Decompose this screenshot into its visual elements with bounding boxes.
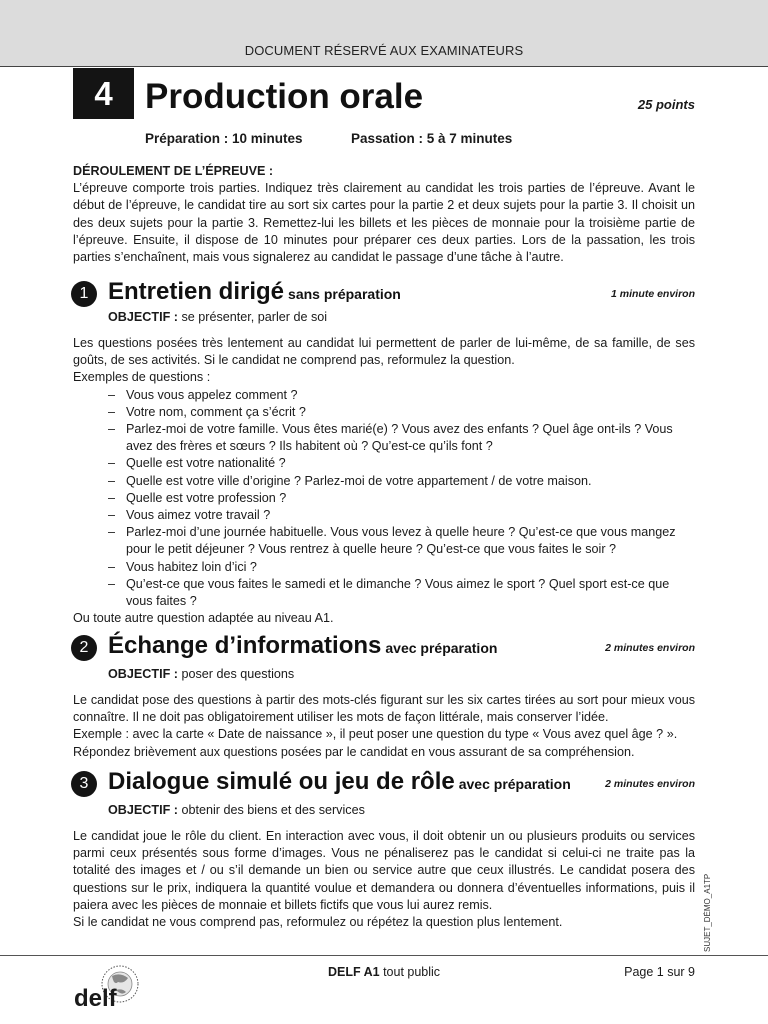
list-item: – Vous habitez loin d’ici ? xyxy=(73,559,695,576)
list-item: – Vous vous appelez comment ? xyxy=(73,387,695,404)
part-1-header xyxy=(71,278,695,308)
part-2-body xyxy=(73,692,695,761)
list-item: – Quelle est votre ville d’origine ? Parlez-moi de votre appartement / de votre maison. xyxy=(73,473,695,490)
page-number: Page 1 sur 9 xyxy=(624,965,695,979)
part-2-number-badge: 2 xyxy=(71,635,97,661)
list-item: – Votre nom, comment ça s’écrit ? xyxy=(73,404,695,421)
part-1-duration: 1 minute environ xyxy=(610,288,695,300)
objective-text: obtenir des biens et des services xyxy=(181,803,365,817)
objective-text: poser des questions xyxy=(181,667,295,681)
examples-list xyxy=(73,387,695,611)
part-2-duration: 2 minutes environ xyxy=(605,642,695,654)
part-1-outro: Ou toute autre question adaptée au niveau A1. xyxy=(73,611,334,626)
page-header xyxy=(0,0,768,67)
objective-label: OBJECTIF : xyxy=(108,667,178,681)
part-2-subtitle: avec préparation xyxy=(385,640,498,656)
section-points: 25 points xyxy=(637,97,695,112)
part-1-title: Entretien dirigé xyxy=(108,278,285,305)
list-item: – Qu’est-ce que vous faites le samedi et le dimanche ? Vous aimez le sport ? Quel sport est-ce que vous faites ? xyxy=(73,576,695,610)
part-1-intro: Les questions posées très lentement au candidat lui permettent de parler de lui-même, de sa famille, de ses goûts, de ses activités. Si le candidat ne comprend pas, reformulez la question. xyxy=(73,336,695,368)
list-item: – Quelle est votre nationalité ? xyxy=(73,455,695,472)
part-2-objective xyxy=(108,667,294,681)
part-1-subtitle: sans préparation xyxy=(288,286,401,302)
list-item: – Parlez-moi de votre famille. Vous êtes marié(e) ? Vous avez des enfants ? Quel âge ont-ils ? Vous avez des frères et sœurs ? Ils habitent où ? Qu’est-ce qu’ils font ? xyxy=(73,421,695,455)
header-reserved-label: DOCUMENT RÉSERVÉ AUX EXAMINATEURS xyxy=(244,43,524,58)
part-2-header xyxy=(71,632,695,662)
list-item: – Vous aimez votre travail ? xyxy=(73,507,695,524)
subject-code: SUJET_DÉMO_A1TP xyxy=(703,873,712,952)
footer-divider xyxy=(0,955,768,956)
part-1-number-badge: 1 xyxy=(71,281,97,307)
preparation-time: Préparation : 10 minutes xyxy=(145,131,303,146)
part-3-number-badge: 3 xyxy=(71,771,97,797)
part-2-example: Exemple : avec la carte « Date de naissance », il peut poser une question du type « Vous avez quel âge ? ». xyxy=(73,727,678,742)
part-1-title-group xyxy=(108,278,401,306)
objective-label: OBJECTIF : xyxy=(108,310,178,324)
part-2-paragraph: Le candidat pose des questions à partir des mots-clés figurant sur les six cartes tirées au sort pour mieux vous connaître. Il ne doit pas obligatoirement utiliser les mots de façon littérale, mais conserver l’idée. xyxy=(73,693,695,725)
section-number: 4 xyxy=(73,68,134,119)
part-3-subtitle: avec préparation xyxy=(458,776,571,792)
list-item: – Quelle est votre profession ? xyxy=(73,490,695,507)
part-3-title: Dialogue simulé ou jeu de rôle xyxy=(108,768,455,795)
deroulement-text: L’épreuve comporte trois parties. Indiquez très clairement au candidat les trois parties de l’épreuve. Avant le début de l’épreuve, le candidat tire au sort six cartes pour la partie 2 et deux sujets pour la partie 3. Il choisit un des deux sujets pour la partie 3. Remettez-lui les billets et les pièces de monnaie pour la troisième partie de l’épreuve. Ensuite, il dispose de 10 minutes pour préparer ces deux parties. Lors de la passation, les trois parties s’enchaînent, mais vous signalerez au candidat le passage d’une tâche à l’autre. xyxy=(73,181,695,265)
deroulement-block xyxy=(73,163,695,266)
part-3-objective xyxy=(108,803,365,817)
part-1-body xyxy=(73,335,695,627)
part-3-title-group xyxy=(108,768,571,796)
page-title: Production orale xyxy=(145,77,424,116)
part-1-objective xyxy=(108,310,327,324)
part-3-duration: 2 minutes environ xyxy=(605,778,695,790)
part-3-paragraph: Le candidat joue le rôle du client. En interaction avec vous, il doit obtenir un ou plusieurs produits ou services parmi ceux présentés sous forme d’images. Vous ne pénaliserez pas le candidat si celui-ci ne traite pas la totalité des images et / ou s’il demande un bien ou service autre que ceux illustrés. Le candidat posera des questions sur le prix, indiquera la quantité voulue et demandera ou donnera d’éventuelles informations, puis il paiera avec les pièces de monnaie et billets fictifs que vous lui aurez remis. xyxy=(73,829,695,912)
part-3-instruction: Si le candidat ne vous comprend pas, reformulez ou répétez la question plus lentement. xyxy=(73,915,563,930)
deroulement-heading: DÉROULEMENT DE L’ÉPREUVE : xyxy=(73,164,274,178)
part-3-body xyxy=(73,828,695,931)
list-item: – Parlez-moi d’une journée habituelle. Vous vous levez à quelle heure ? Qu’est-ce que vous mangez pour le petit déjeuner ? Vous rentrez à quelle heure ? Qu’est-ce que vous faites le soir ? xyxy=(73,524,695,558)
footer-exam: DELF A1 xyxy=(327,965,380,979)
objective-text: se présenter, parler de soi xyxy=(181,310,328,324)
examples-label: Exemples de questions : xyxy=(73,370,211,385)
part-2-instruction: Répondez brièvement aux questions posées par le candidat en vous assurant de sa compréhension. xyxy=(73,744,635,759)
part-2-title: Échange d’informations xyxy=(108,632,382,659)
footer-audience: tout public xyxy=(383,965,441,979)
passation-time: Passation : 5 à 7 minutes xyxy=(351,131,513,146)
part-3-header xyxy=(71,768,695,798)
part-2-title-group xyxy=(108,632,497,660)
objective-label: OBJECTIF : xyxy=(108,803,178,817)
logo-text: delf xyxy=(74,985,117,1010)
